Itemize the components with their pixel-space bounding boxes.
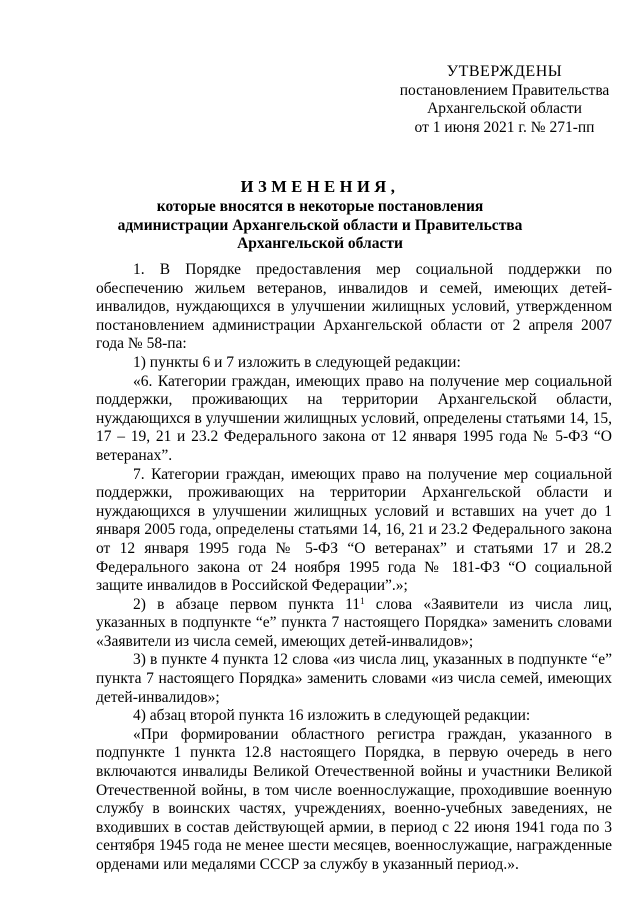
paragraph-5-end: слова «Заявители из числа лиц, указанных в подпункте “е” пункта 7 настоящего Порядка» заменить словами «Заявители из числа семей, имеющих детей-инвалидов»;: [96, 595, 612, 650]
approval-date-number: от 1 июня 2021 г. № 271-пп: [414, 118, 595, 136]
paragraph-8: «При формировании областного регистра граждан, указанного в подпункте 1 пункта 12.8 настоящего Порядка, в первую очередь в него включаются инвалиды Великой Отечественной войны и участники Великой Отечественной войны, в том числе военнослужащие, проходившие военную службу в воинских частях, учреждениях, военно-учебных заведениях, не входивших в состав действующей армии, в период с 22 июня 1941 года по 3 сентября 1945 года не менее шести месяцев, военнослужащие, награжденные орденами или медалями СССР за службу в указанный период.».: [96, 725, 612, 873]
subtitle-line: Архангельской области: [237, 235, 403, 253]
subtitle-line: которые вносятся в некоторые постановления: [156, 198, 484, 215]
paragraph-6: 3) в пункте 4 пункта 12 слова «из числа лиц, указанных в подпункте “е” пункта 7 настоящего Порядка» заменить словами «из числа семей, имеющих детей-инвалидов»;: [96, 651, 612, 706]
paragraph-7: 4) абзац второй пункта 16 изложить в следующей редакции:: [133, 707, 531, 725]
document-body: [96, 261, 612, 875]
approval-line: Архангельской области: [427, 100, 582, 118]
approval-block: [397, 63, 612, 137]
paragraph-3: «6. Категории граждан, имеющих право на получение мер социальной поддержки, проживающих на территории Архангельской области, нуждающихся в улучшении жилищных условий, определены статьями 14, 15, 17 – 19, 21 и 23.2 Федерального закона от 12 января 1995 года № 5-ФЗ “О ветеранах”.: [96, 372, 612, 464]
subtitle-line: администрации Архангельской области и Правительства: [117, 216, 523, 234]
paragraph-5-start: 2) в абзаце первом пункта 11: [133, 595, 361, 613]
approval-heading: УТВЕРЖДЕНЫ: [446, 63, 563, 80]
paragraph-1: 1. В Порядке предоставления мер социальной поддержки по обеспечению жильем ветеранов, инвалидов и семей, имеющих детей-инвалидов, нуждающихся в улучшении жилищных условий, утвержденном постановлением администрации Архангельской области от 2 апреля 2007 года № 58-па:: [96, 261, 612, 353]
paragraph-4: 7. Категории граждан, имеющих право на получение мер социальной поддержки, проживающих на территории Архангельской области и нуждающихся в улучшении жилищных условий и вставших на учет до 1 января 2005 года, определены статьями 14, 16, 21 и 23.2 Федерального закона от 12 января 1995 года № 5-ФЗ “О ветеранах” и статьями 17 и 28.2 Федерального закона от 24 ноября 1995 года № 181-ФЗ “О социальной защите инвалидов в Российской Федерации”.»;: [96, 465, 612, 595]
paragraph-5: [96, 596, 612, 652]
document-title: ИЗМЕНЕНИЯ,: [240, 177, 400, 196]
approval-line: постановлением Правительства: [399, 81, 610, 99]
superscript: 1: [360, 595, 365, 606]
paragraph-2: 1) пункты 6 и 7 изложить в следующей редакции:: [133, 353, 461, 371]
document-subtitle: [96, 198, 544, 254]
